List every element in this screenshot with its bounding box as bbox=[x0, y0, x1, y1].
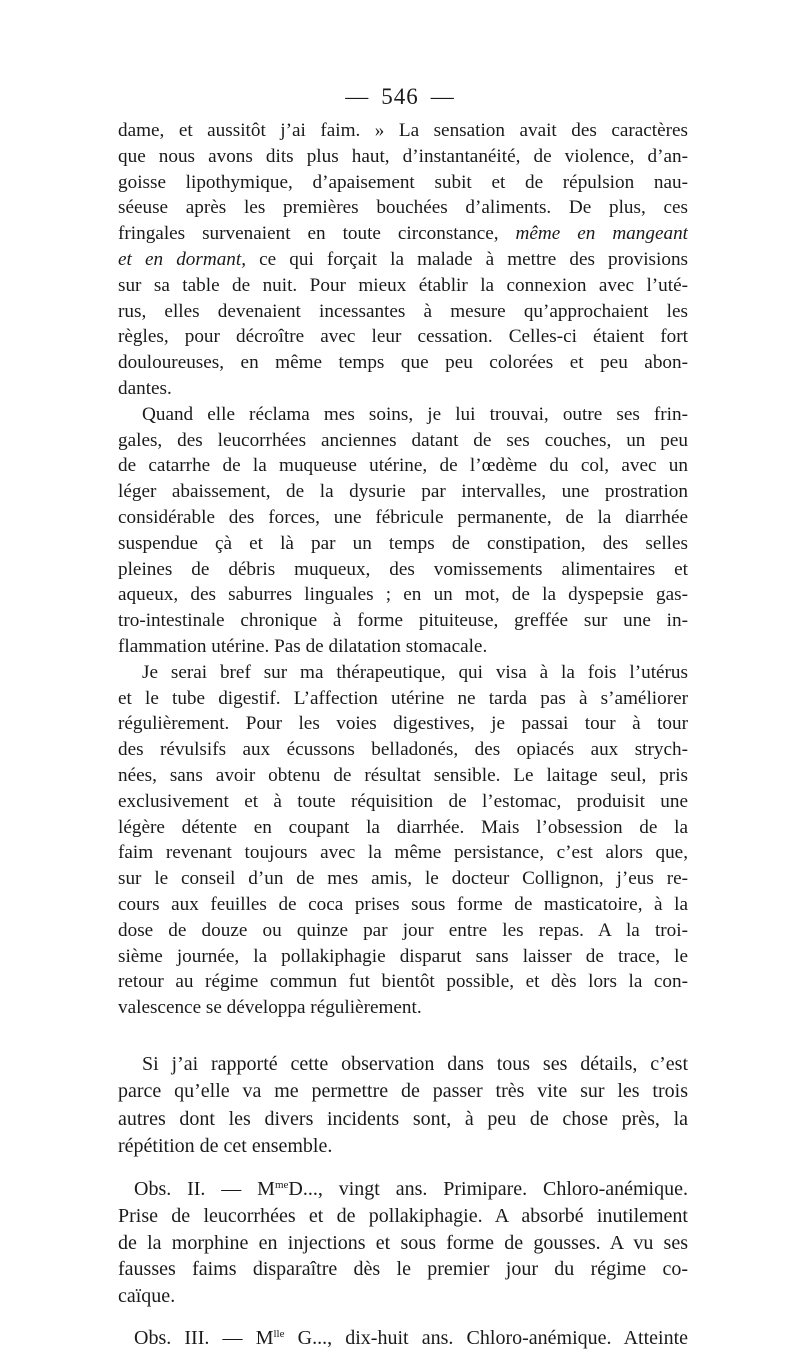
text-line: pleines de débris muqueux, des vomissements alimentaires et bbox=[118, 558, 688, 580]
text-line: que nous avons dits plus haut, d’instantanéité, de violence, d’an- bbox=[118, 145, 688, 167]
text-line: de catarrhe de la muqueuse utérine, de l’œdème du col, avec un bbox=[118, 455, 688, 477]
text-line: Prise de leucorrhées et de pollakiphagie. A absorbé inutilement bbox=[118, 1205, 688, 1228]
text-line: règles, pour décroître avec leur cessation. Celles-ci étaient fort bbox=[118, 326, 688, 348]
text-line: sième journée, la pollakiphagie disparut sans laisser de trace, le bbox=[118, 945, 688, 967]
observation-2 bbox=[118, 1176, 688, 1309]
text-line: sur le conseil d’un de mes amis, le docteur Collignon, j’eus re- bbox=[118, 868, 688, 890]
text-line: nées, sans avoir obtenu de résultat sensible. Le laitage seul, pris bbox=[118, 764, 688, 786]
text-line: caïque. bbox=[118, 1284, 176, 1307]
text-line: exclusivement et à toute réquisition de l’estomac, produisit une bbox=[118, 790, 688, 812]
text-line: fausses faims disparaître dès le premier jour du régime co- bbox=[118, 1258, 688, 1281]
text-line: Si j’ai rapporté cette observation dans tous ses détails, c’est bbox=[142, 1052, 688, 1075]
text-line bbox=[118, 247, 688, 273]
text-line: suspendue çà et là par un temps de constipation, des selles bbox=[118, 532, 688, 554]
text-line bbox=[118, 1176, 688, 1203]
paragraph-1 bbox=[118, 118, 688, 402]
page-number-dash-left: — bbox=[345, 84, 370, 109]
text-line: dantes. bbox=[118, 377, 172, 399]
paragraph-3 bbox=[118, 660, 688, 1021]
text-span: fringales survenaient en toute circonstance, bbox=[118, 223, 499, 245]
superscript: lle bbox=[273, 1328, 285, 1341]
text-line bbox=[118, 221, 688, 247]
text-line: parce qu’elle va me permettre de passer très vite sur les trois bbox=[118, 1080, 688, 1103]
spacer bbox=[118, 1309, 688, 1325]
text-line bbox=[118, 1325, 688, 1352]
paragraph-4 bbox=[118, 1051, 688, 1161]
italic-phrase: et en dormant, bbox=[118, 248, 247, 270]
observation-heading: Obs. II. — M bbox=[134, 1178, 275, 1201]
text-line: et le tube digestif. L’affection utérine ne tarda pas à s’améliorer bbox=[118, 687, 688, 709]
text-line: sur sa table de nuit. Pour mieux établir la connexion avec l’uté- bbox=[118, 274, 688, 296]
italic-phrase: même en mangeant bbox=[515, 223, 688, 245]
text-line: autres dont les divers incidents sont, à peu de chose près, la bbox=[118, 1107, 688, 1130]
text-line: douloureuses, en même temps que peu colorées et peu abon- bbox=[118, 352, 688, 374]
text-line: dose de douze ou quinze par jour entre les repas. A la troi- bbox=[118, 919, 688, 941]
paragraph-2 bbox=[118, 402, 688, 660]
text-line: régulièrement. Pour les voies digestives, je passai tour à tour bbox=[118, 713, 688, 735]
observation-3 bbox=[118, 1325, 688, 1352]
text-line: Je serai bref sur ma thérapeutique, qui visa à la fois l’utérus bbox=[142, 661, 688, 683]
text-line: répétition de cet ensemble. bbox=[118, 1135, 333, 1158]
text-line: tro-intestinale chronique à forme pituiteuse, greffée sur une in- bbox=[118, 610, 688, 632]
text-span: D..., vingt ans. Primipare. Chloro-anémique. bbox=[288, 1178, 688, 1201]
text-line: faim revenant toujours avec la même persistance, c’est alors que, bbox=[118, 842, 688, 864]
observation-heading: Obs. III. — M bbox=[134, 1327, 274, 1350]
text-line: gales, des leucorrhées anciennes datant de ses couches, un peu bbox=[118, 429, 688, 451]
text-line: rus, elles devenaient incessantes à mesure qu’approchaient les bbox=[118, 300, 688, 322]
text-line: Quand elle réclama mes soins, je lui trouvai, outre ses frin- bbox=[142, 403, 688, 425]
text-line: léger abaissement, de la dysurie par intervalles, une prostration bbox=[118, 481, 688, 503]
text-line: goisse lipothymique, d’apaisement subit et de répulsion nau- bbox=[118, 171, 688, 193]
text-line: cours aux feuilles de coca prises sous forme de masticatoire, à la bbox=[118, 893, 688, 915]
page-number-dash-right: — bbox=[430, 84, 455, 109]
text-line: valescence se développa régulièrement. bbox=[118, 997, 422, 1019]
text-span: ce qui forçait la malade à mettre des provisions bbox=[246, 248, 688, 270]
spacer bbox=[118, 1021, 688, 1051]
text-line: de la morphine en injections et sous forme de gousses. A vu ses bbox=[118, 1231, 688, 1254]
text-line: considérable des forces, une fébricule permanente, de la diarrhée bbox=[118, 506, 688, 528]
text-line: séeuse après les premières bouchées d’aliments. De plus, ces bbox=[118, 197, 688, 219]
text-line: des révulsifs aux écussons belladonés, des opiacés aux strych- bbox=[118, 739, 688, 761]
page-number bbox=[0, 84, 800, 110]
text-line: flammation utérine. Pas de dilatation stomacale. bbox=[118, 635, 488, 657]
spacer bbox=[118, 1160, 688, 1176]
text-line: aqueux, des saburres linguales ; en un mot, de la dyspepsie gas- bbox=[118, 584, 688, 606]
text-line: légère détente en coupant la diarrhée. Mais l’obsession de la bbox=[118, 816, 688, 838]
text-span: G..., dix-huit ans. Chloro-anémique. Atteinte bbox=[284, 1327, 688, 1350]
body-text bbox=[118, 118, 688, 1352]
page-number-value: 546 bbox=[381, 84, 419, 109]
text-line: retour au régime commun fut bientôt possible, et dès lors la con- bbox=[118, 971, 688, 993]
text-line: dame, et aussitôt j’ai faim. » La sensation avait des caractères bbox=[118, 120, 688, 141]
superscript: me bbox=[274, 1179, 289, 1192]
